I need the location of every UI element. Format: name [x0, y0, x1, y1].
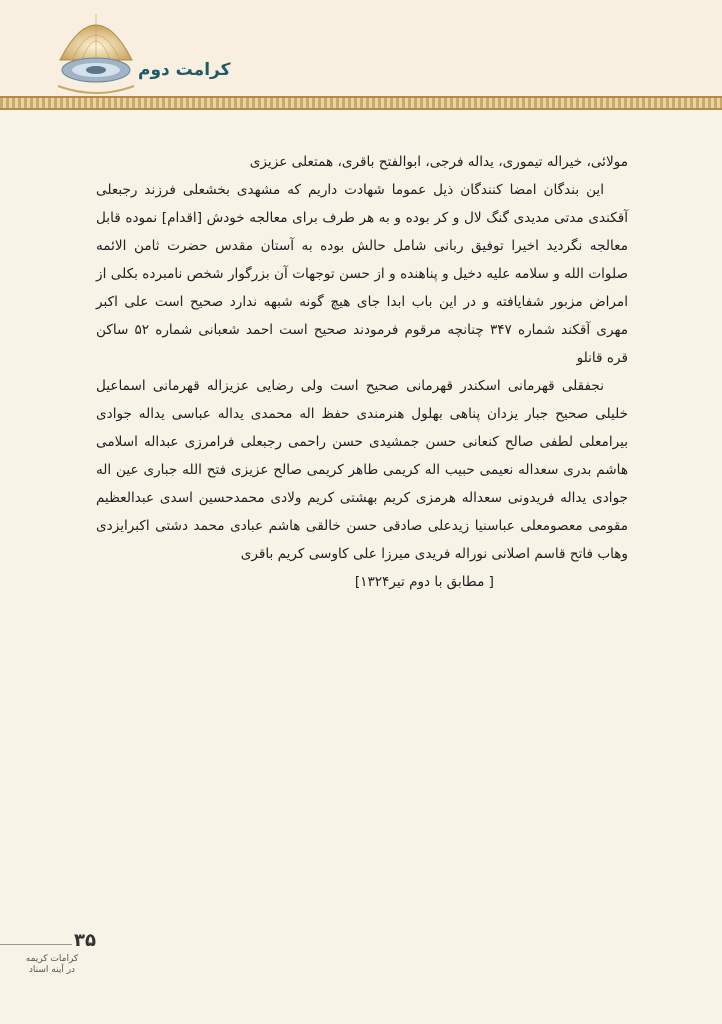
page-title: کرامت دوم	[138, 60, 231, 80]
paragraph-names-intro: مولائی، خیراله تیموری، یداله فرجی، ابوالفتح باقری، همتعلی عزیزی	[249, 154, 628, 170]
paragraph-date: [ مطابق با دوم تیر۱۳۲۴]	[354, 574, 494, 590]
document-body	[96, 148, 628, 596]
decorative-border	[0, 96, 722, 110]
page-number: ۳۵	[74, 930, 96, 951]
paragraph-signatories: نجفقلی قهرمانی اسکندر قهرمانی صحیح است ولی رضایی عزیزاله قهرمانی اسماعیل خلیلی صحیح جبار یزدان پناهی بهلول هنرمندی حفظ اله محمدی یداله عباسی یداله جوادی بیرامعلی لطفی صالح کنعانی حسن جمشیدی حسن راحمی رجبعلی فرامرزی عبداله اسلامی هاشم بدری سعداله نعیمی حبیب اله کریمی طاهر کریمی صالح عزیزی فتح الله جباری عین اله جوادی یداله فریدونی سعداله هرمزی کریم بهشتی کریم ولادی محمدحسین اسدی عبدالعظیم مقومی معصومعلی عباسنیا زیدعلی صادقی حسن خالقی هاشم عبادی محمد دشتی اکبرایزدی وهاب فاتح قاسم اصلانی نوراله فریدی میرزا علی کاوسی کریم باقری	[96, 378, 628, 562]
footer-divider	[0, 944, 72, 945]
shrine-dome-emblem-icon	[52, 0, 140, 96]
footer-caption-line2: در آینه اسناد	[28, 965, 76, 975]
paragraph-testimony: این بندگان امضا کنندگان ذیل عموما شهادت داریم که مشهدی بخشعلی فرزند رجبعلی آقکندی مدتی مدیدی گنگ لال و کر بوده و به هر طرف برای معالجه خودش [اقدام] نموده قابل معالجه نگردید اخیرا توفیق ربانی شامل حالش بوده به آستان مقدس حضرت ثامن الائمه صلوات الله و سلامه علیه دخیل و پناهنده و از حسن توجهات آن بزرگوار شخص نامبرده بکلی از امراض مزبور شفایافته و در این باب ابدا جای هیچ گونه شبهه ندارد صحیح است علی اکبر مهری آقکند شماره ۳۴۷ چنانچه مرقوم فرمودند صحیح است احمد شعبانی شماره ۵۲ ساکن قره قانلو	[96, 182, 628, 366]
footer-caption-line1: کرامات کریمه	[25, 954, 79, 964]
footer-caption	[22, 954, 82, 976]
